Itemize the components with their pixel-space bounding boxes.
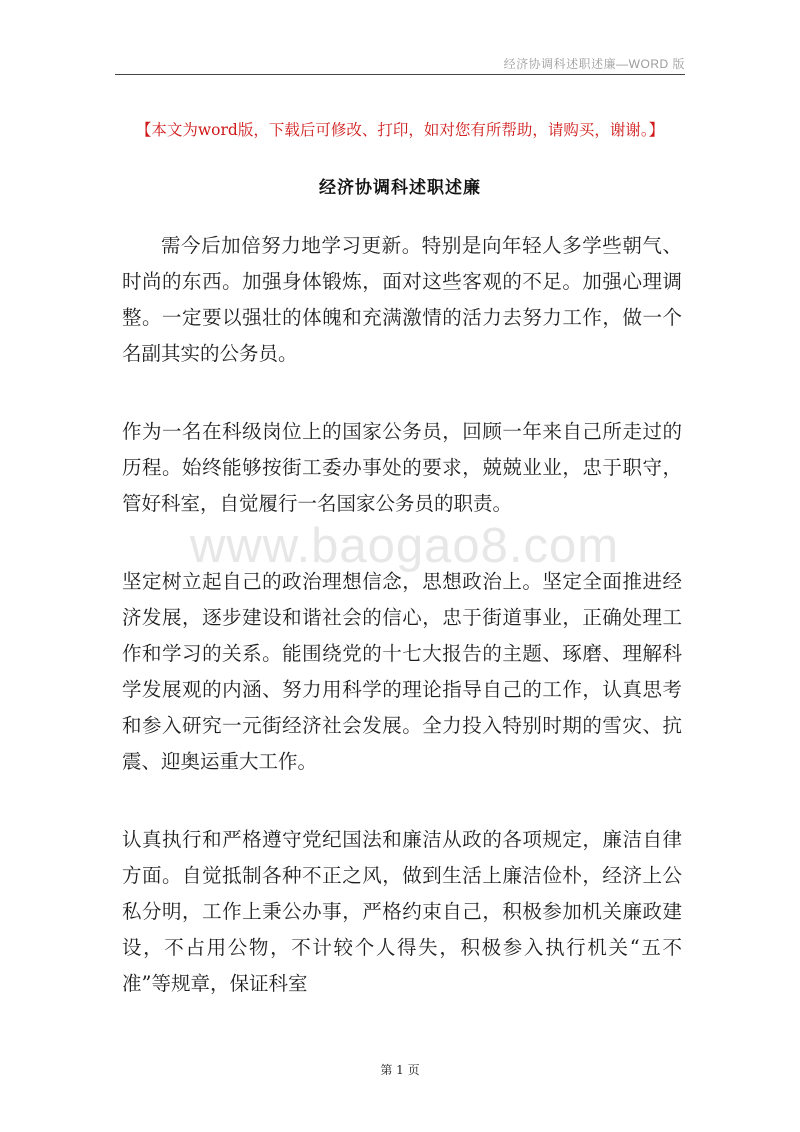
paragraph: 需今后加倍努力地学习更新。特别是向年轻人多学些朝气、时尚的东西。加强身体锻炼，面对这些客观的不足。加强心理调整。一定要以强壮的体魄和充满激情的活力去努力工作，做一个名副其实的公务员。 bbox=[122, 234, 682, 365]
document-title: 经济协调科述职述廉 bbox=[319, 178, 481, 198]
watermark: www.baogao8.com bbox=[190, 519, 620, 573]
purchase-notice: 【本文为word版，下载后可修改、打印，如对您有所帮助，请购买，谢谢。】 bbox=[135, 121, 665, 139]
document-body bbox=[122, 228, 682, 1002]
running-header: 经济协调科述职述廉—WORD 版 bbox=[503, 57, 685, 71]
paragraph: 认真执行和严格遵守党纪国法和廉洁从政的各项规定，廉洁自律方面。自觉抵制各种不正之风，做到生活上廉洁俭朴，经济上公私分明，工作上秉公办事，严格约束自己，积极参加机关廉政建设，不占用公物，不计较个人得失，积极参入执行机关“五不准”等规章，保证科室 bbox=[122, 828, 682, 995]
page-number: 第 1 页 bbox=[380, 1063, 420, 1077]
paragraph: 坚定树立起自己的政治理想信念，思想政治上。坚定全面推进经济发展，逐步建设和谐社会的信心，忠于街道事业，正确处理工作和学习的关系。能围绕党的十七大报告的主题、琢磨、理解科学发展观的内涵、努力用科学的理论指导自己的工作，认真思考和参入研究一元街经济社会发展。全力投入特别时期的雪灾、抗震、迎奥运重大工作。 bbox=[122, 570, 682, 773]
paragraph: 作为一名在科级岗位上的国家公务员，回顾一年来自己所走过的历程。始终能够按街工委办事处的要求，兢兢业业，忠于职守，管好科室，自觉履行一名国家公务员的职责。 bbox=[122, 420, 682, 515]
header-divider bbox=[115, 74, 685, 75]
